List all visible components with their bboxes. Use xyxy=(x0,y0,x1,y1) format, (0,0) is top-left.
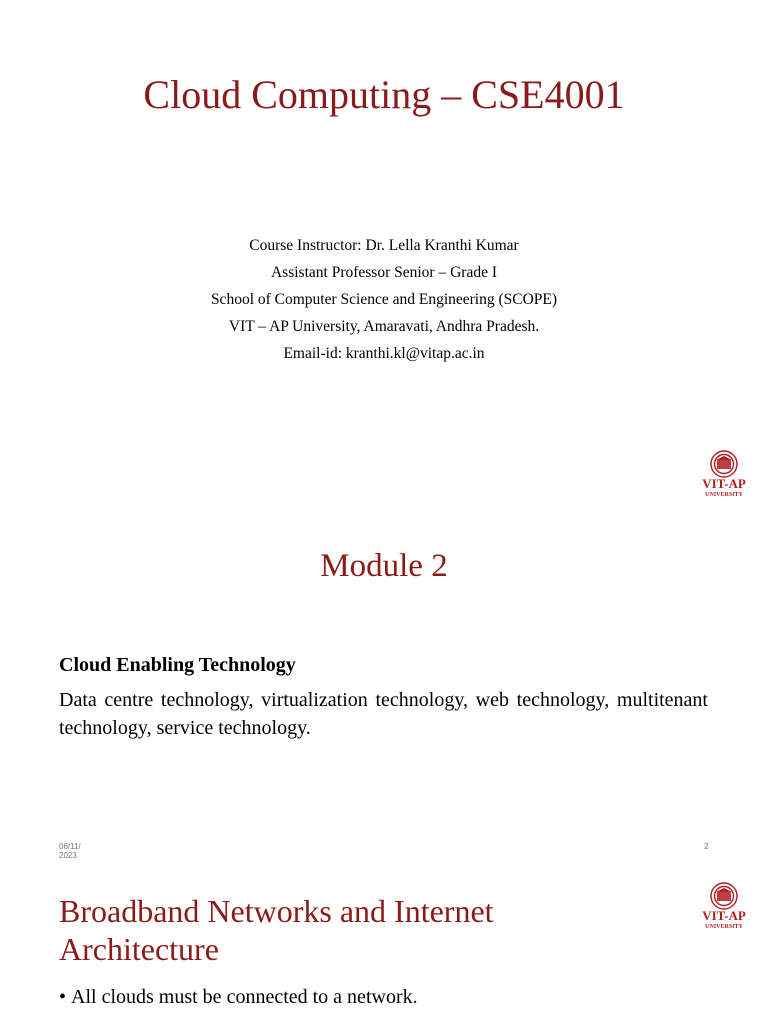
vit-ap-logo xyxy=(694,448,754,510)
bullet-item xyxy=(59,984,418,1010)
logo-name: VIT-AP xyxy=(702,908,746,923)
module-title: Module 2 xyxy=(320,548,448,584)
slide-date-line1: 06/11/ xyxy=(59,842,81,851)
instructor-designation: Assistant Professor Senior – Grade I xyxy=(270,264,497,281)
vit-ap-logo-graphic xyxy=(694,448,754,510)
vit-ap-logo xyxy=(694,880,754,942)
instructor-name: Course Instructor: Dr. Lella Kranthi Kumar xyxy=(249,237,519,254)
logo-tagline: UNIVERSITY xyxy=(705,924,743,930)
module-description: Data centre technology, virtualization technology, web technology, multitenant technology, service technology. xyxy=(59,689,708,739)
bullet-text: All clouds must be connected to a network. xyxy=(71,986,418,1008)
slide-page-number: 2 xyxy=(704,842,709,851)
instructor-info xyxy=(0,232,768,367)
bullet-marker: • xyxy=(59,986,72,1008)
email-line: Email-id: kranthi.kl@vitap.ac.in xyxy=(283,345,485,362)
slide-title: Cloud Computing – CSE4001 xyxy=(143,72,625,117)
slide-1 xyxy=(0,0,768,426)
logo-tagline: UNIVERSITY xyxy=(705,492,743,498)
slide-title-line1: Broadband Networks and Internet xyxy=(59,893,494,929)
slide-title xyxy=(59,892,599,968)
slide-title-line2: Architecture xyxy=(59,931,219,967)
logo-name: VIT-AP xyxy=(702,476,746,491)
slide-3 xyxy=(0,864,768,1024)
university-name: VIT – AP University, Amaravati, Andhra Pradesh. xyxy=(228,318,540,335)
slide-2 xyxy=(0,426,768,864)
school-name: School of Computer Science and Engineering (SCOPE) xyxy=(210,291,558,308)
slide-date xyxy=(59,842,99,860)
module-subtitle: Cloud Enabling Technology xyxy=(59,654,296,676)
slide-date-line2: 2023 xyxy=(59,851,77,860)
vit-ap-logo-graphic xyxy=(694,880,754,942)
